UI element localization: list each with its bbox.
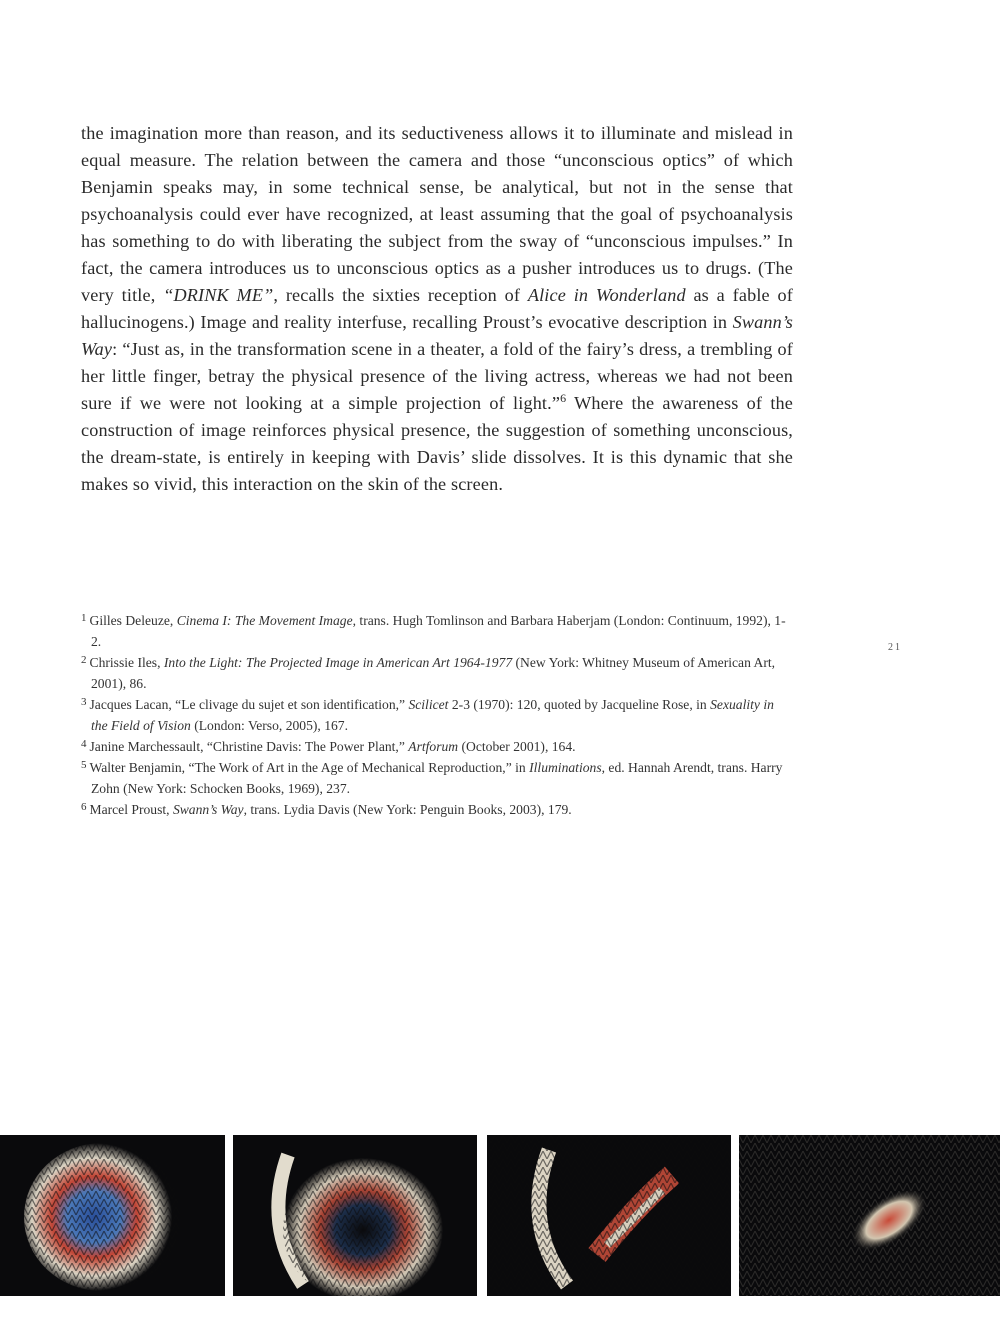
footnote-text: (New York: Whitney Museum of American Art, 2001), 86. [91,655,776,691]
body-paragraph [81,120,793,498]
slide-frame-2 [233,1135,477,1296]
slide-frame-3 [487,1135,731,1296]
footnote-1 [81,610,793,652]
footnote-number: 2 [81,654,87,666]
footnote-2 [81,652,793,694]
footnote-title: Illuminations [529,760,602,775]
footnote-text: Janine Marchessault, “Christine Davis: The Power Plant,” [89,739,409,754]
body-text-segment: Where the awareness of the construction of image reinforces physical presence, the suggestion of something unconscious, the dream-state, is entirely in keeping with Davis’ slide dissolves. It is this dynamic that she makes so vivid, this interaction on the skin of the screen. [81,393,793,494]
footnote-title: Sexuality in the Field of Vision [91,697,774,733]
footnote-number: 3 [81,696,87,708]
footnote-text: Jacques Lacan, “Le clivage du sujet et son identification,” [89,697,409,712]
footnote-text: Walter Benjamin, “The Work of Art in the Age of Mechanical Reproduction,” in [89,760,530,775]
knit-pattern-fragment-icon [487,1135,731,1296]
body-text-segment: , recalls the sixties reception of [273,285,528,305]
footnote-text: , trans. Lydia Davis (New York: Penguin Books, 2003), 179. [243,802,572,817]
page-number: 21 [888,642,902,653]
knit-pattern-arc-icon [233,1135,477,1296]
title-alice-in-wonderland: Alice in Wonderland [527,285,686,305]
body-text-segment: as a fable of hallucinogens.) Image and reality interfuse, recalling Proust’s evocative description in [81,285,793,332]
footnote-5 [81,757,793,799]
slide-frame-1 [0,1135,225,1296]
footnote-number: 6 [81,801,87,813]
footnote-number: 5 [81,759,87,771]
footnote-title: Into the Light: The Projected Image in American Art 1964-1977 [163,655,513,670]
footnote-text: , trans. Hugh Tomlinson and Barbara Haberjam (London: Continuum, 1992), 1-2. [91,613,786,649]
title-swanns-way: Swann’s Way [81,312,793,359]
body-text-segment: : “Just as, in the transformation scene in a theater, a fold of the fairy’s dress, a trembling of her little finger, betray the physical presence of the living actress, whereas we had not been sure if we were not looking at a simple projection of light.” [81,339,793,413]
footnote-title: Swann’s Way [172,802,244,817]
body-text-segment: the imagination more than reason, and its seductiveness allows it to illuminate and mislead in equal measure. The relation between the camera and those “unconscious optics” of which Benjamin speaks may, in some technical sense, be analytical, but not in the sense that psychoanalysis could ever have recognized, at least assuming that the goal of psychoanalysis has something to do with liberating the subject from the sway of “unconscious impulses.” In fact, the camera introduces us to unconscious optics as a pusher introduces us to drugs. (The very title, [81,123,793,305]
footnote-ref-6: 6 [560,390,567,405]
footnote-text: 2-3 (1970): 120, quoted by Jacqueline Rose, in [448,697,711,712]
title-drink-me: “DRINK ME” [163,285,274,305]
footnote-text: (October 2001), 164. [458,739,576,754]
footnotes-list [81,610,793,820]
knit-pattern-circle-icon [0,1135,225,1296]
footnote-title: Scilicet [408,697,449,712]
slide-frame-4 [739,1135,1000,1296]
footnote-number: 4 [81,738,87,750]
footnote-6 [81,799,793,820]
image-strip [0,1135,1000,1296]
footnote-title: Artforum [408,739,459,754]
footnote-number: 1 [81,612,87,624]
footnote-3 [81,694,793,736]
footnote-text: Marcel Proust, [89,802,173,817]
knit-pattern-dissolve-icon [739,1135,1000,1296]
footnote-text: Gilles Deleuze, [89,613,177,628]
footnote-text: (London: Verso, 2005), 167. [190,718,348,733]
footnote-text: Chrissie Iles, [89,655,164,670]
footnote-text: , ed. Hannah Arendt, trans. Harry Zohn (New York: Schocken Books, 1969), 237. [91,760,783,796]
footnote-title: Cinema I: The Movement Image [176,613,353,628]
footnote-4 [81,736,793,757]
